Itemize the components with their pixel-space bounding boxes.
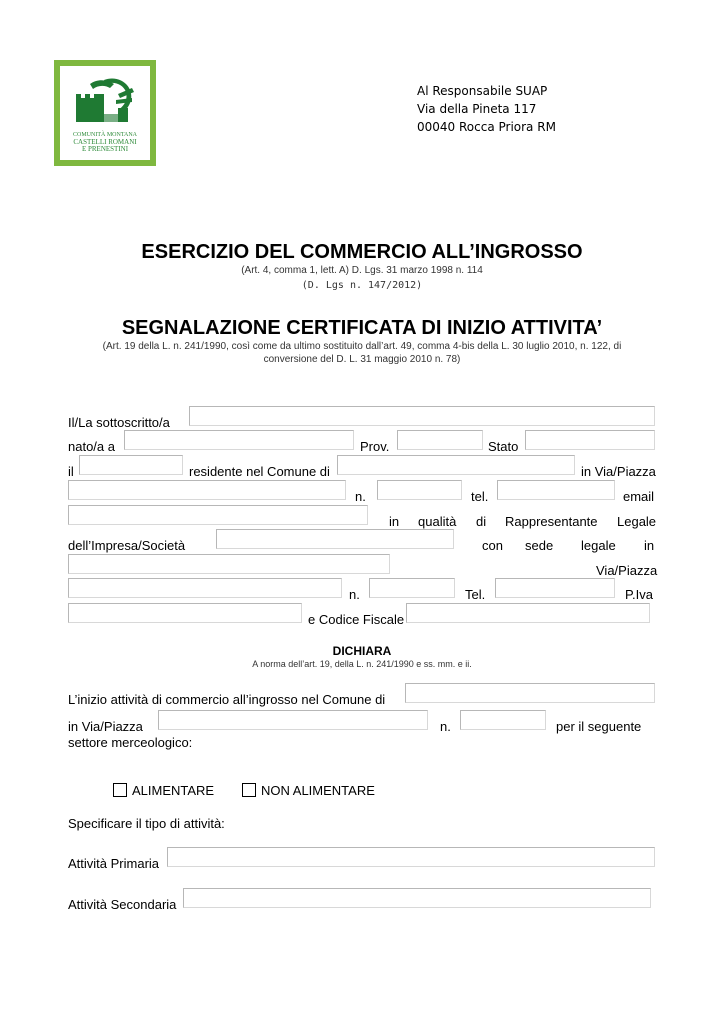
label-stato: Stato — [488, 439, 519, 454]
activity-street-field[interactable] — [158, 710, 428, 730]
castle-tree-emblem-icon — [60, 70, 150, 132]
activity-town-field[interactable] — [405, 683, 655, 703]
main-title: ESERCIZIO DEL COMMERCIO ALL’INGROSSO — [141, 241, 583, 263]
label-rappresentante: Rappresentante — [505, 514, 598, 529]
label-legale: Legale — [617, 514, 657, 529]
alimentare-checkbox[interactable] — [113, 783, 127, 797]
logo-inner — [60, 66, 150, 160]
label-n: n. — [355, 489, 366, 504]
tax-code-field[interactable] — [406, 603, 650, 623]
label-non-alimentare: NON ALIMENTARE — [261, 783, 375, 798]
logo-text-line-2: CASTELLI ROMANI — [73, 138, 137, 146]
label-inizio-attivita: L’inizio attività di commercio all’ingrosso nel Comune di — [68, 692, 386, 707]
secondary-activity-field[interactable] — [183, 888, 651, 908]
label-email: email — [623, 489, 655, 504]
birthdate-field[interactable] — [79, 455, 183, 475]
logo — [54, 60, 156, 166]
logo-text-line-1: COMUNITÀ MONTANA — [72, 132, 138, 138]
label-con: con — [482, 538, 503, 553]
label-nato: nato/a a — [68, 439, 115, 454]
residence-number-field[interactable] — [377, 480, 462, 500]
label-in-via: in Via/Piazza — [581, 464, 656, 479]
label-alimentare: ALIMENTARE — [132, 783, 215, 798]
label-per-il-seguente: per il seguente — [556, 719, 642, 734]
label-in: in — [389, 514, 400, 529]
email-field[interactable] — [68, 505, 368, 525]
label-di: di — [476, 514, 487, 529]
non-alimentare-checkbox[interactable] — [242, 783, 256, 797]
label-attivita-secondaria: Attività Secondaria — [68, 897, 177, 912]
office-street-field[interactable] — [68, 578, 342, 598]
province-field[interactable] — [397, 430, 483, 450]
label-residente: residente nel Comune di — [189, 464, 330, 479]
country-field[interactable] — [525, 430, 655, 450]
vat-number-field[interactable] — [68, 603, 302, 623]
activity-number-field[interactable] — [460, 710, 546, 730]
label-legale-2: legale — [581, 538, 616, 553]
residence-town-field[interactable] — [337, 455, 575, 475]
phone-field[interactable] — [497, 480, 615, 500]
birthplace-field[interactable] — [124, 430, 354, 450]
label-impresa: dell’Impresa/Società — [68, 538, 186, 553]
registered-office-field[interactable] — [68, 554, 390, 574]
label-specificare: Specificare il tipo di attività: — [68, 816, 225, 831]
scia-title: SEGNALAZIONE CERTIFICATA DI INIZIO ATTIVITA’ — [121, 317, 603, 339]
label-piva: P.Iva — [625, 587, 653, 602]
label-prov: Prov. — [360, 439, 390, 454]
label-activity-via: in Via/Piazza — [68, 719, 143, 734]
scia-reference-2: conversione del D. L. 31 maggio 2010 n. 78) — [263, 354, 461, 365]
label-attivita-primaria: Attività Primaria — [68, 856, 160, 871]
logo-text-line-3: E PRENESTINI — [81, 145, 129, 153]
label-settore: settore merceologico: — [68, 735, 193, 750]
office-number-field[interactable] — [369, 578, 455, 598]
label-qualita: qualità — [418, 514, 457, 529]
dichiara-title: DICHIARA — [332, 644, 392, 658]
main-title-reference: (Art. 4, comma 1, lett. A) D. Lgs. 31 marzo 1998 n. 114 — [241, 265, 483, 276]
label-in-2: in — [644, 538, 655, 553]
scia-reference-1: (Art. 19 della L. n. 241/1990, così come da ultimo sostituito dall’art. 49, comma 4-bis della L. 30 luglio 2010, n. 122, di — [102, 341, 622, 352]
residence-street-field[interactable] — [68, 480, 346, 500]
label-tel-2: Tel. — [465, 587, 486, 602]
label-via-piazza: Via/Piazza — [596, 563, 658, 578]
label-tel: tel. — [471, 489, 489, 504]
label-activity-n: n. — [440, 719, 451, 734]
recipient-line-1: Al Responsabile SUAP — [417, 84, 548, 98]
dichiara-reference: A norma dell’art. 19, della L. n. 241/1990 e ss. mm. e ii. — [252, 659, 472, 669]
label-sede: sede — [525, 538, 554, 553]
primary-activity-field[interactable] — [167, 847, 655, 867]
label-sottoscritto: Il/La sottoscritto/a — [68, 415, 170, 430]
main-title-reference-2: (D. Lgs n. 147/2012) — [301, 280, 423, 291]
recipient-line-2: Via della Pineta 117 — [417, 102, 537, 116]
recipient-line-3: 00040 Rocca Priora RM — [417, 120, 556, 134]
label-codice-fiscale: e Codice Fiscale — [308, 612, 405, 627]
company-field[interactable] — [216, 529, 454, 549]
label-n-2: n. — [349, 587, 360, 602]
office-phone-field[interactable] — [495, 578, 615, 598]
sottoscritto-field[interactable] — [189, 406, 655, 426]
label-il: il — [68, 464, 74, 479]
recipient-address — [417, 82, 556, 136]
